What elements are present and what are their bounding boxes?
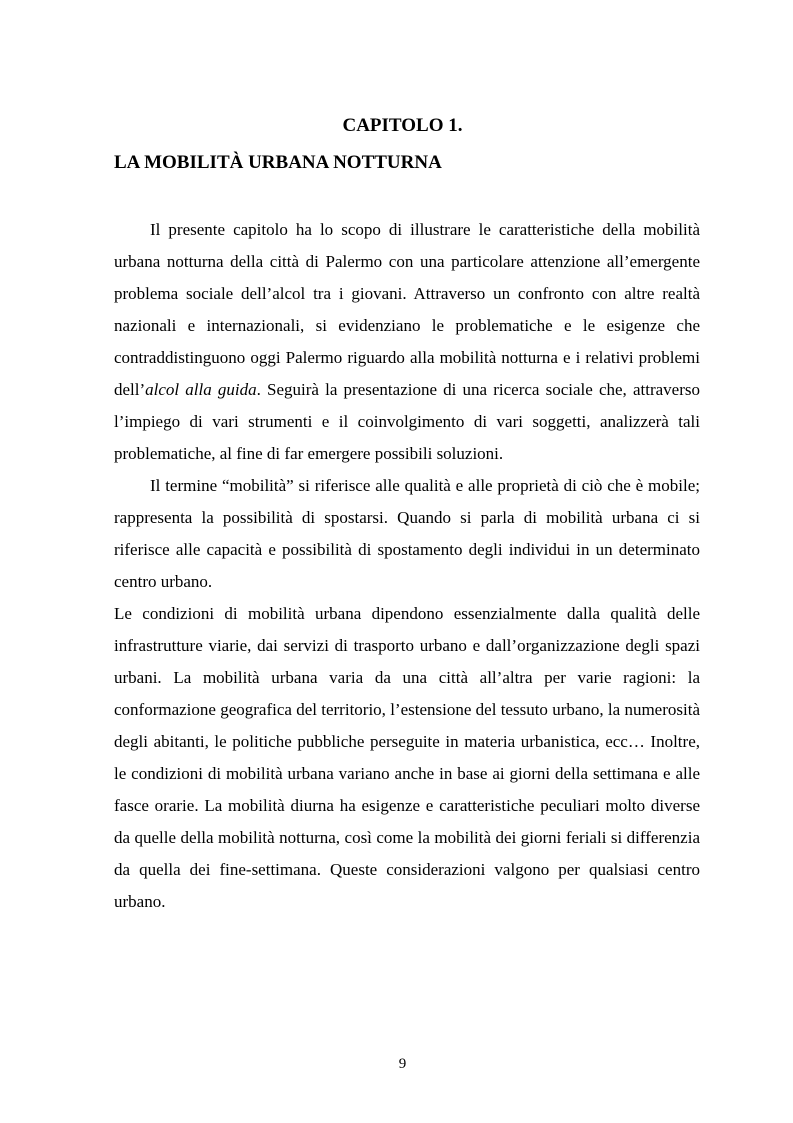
paragraph-1-text-b: . Seguirà la presentazione di una ricerca sociale che, attraverso l’impiego di vari strumenti e il coinvolgimento di vari soggetti, analizzerà tali problematiche, al fine di far emergere possibili soluzioni.: [114, 380, 700, 463]
paragraph-1-italic-term: alcol alla guida: [145, 380, 257, 399]
paragraph-1: [114, 214, 700, 470]
paragraph-2: Il termine “mobilità” si riferisce alle qualità e alle proprietà di ciò che è mobile; rappresenta la possibilità di spostarsi. Quando si parla di mobilità urbana ci si riferisce alle capacità e possibilità di spostamento degli individui in un determinato centro urbano.: [114, 476, 700, 591]
page-number: 9: [398, 1056, 407, 1072]
paragraph-3: Le condizioni di mobilità urbana dipendono essenzialmente dalla qualità delle infrastrutture viarie, dai servizi di trasporto urbano e dall’organizzazione degli spazi urbani. La mobilità urbana varia da una città all’altra per varie ragioni: la conformazione geografica del territorio, l’estensione del tessuto urbano, la numerosità degli abitanti, le politiche pubbliche perseguite in materia urbanistica, ecc… Inoltre, le condizioni di mobilità urbana variano anche in base ai giorni della settimana e alle fasce orarie. La mobilità diurna ha esigenze e caratteristiche peculiari molto diverse da quelle della mobilità notturna, così come la mobilità dei giorni feriali si differenzia da quella dei fine-settimana. Queste considerazioni valgono per qualsiasi centro urbano.: [114, 604, 700, 911]
body-text: [114, 214, 700, 918]
chapter-number: CAPITOLO 1.: [342, 115, 463, 136]
chapter-title: LA MOBILITÀ URBANA NOTTURNA: [114, 152, 442, 173]
paragraph-1-text-a: Il presente capitolo ha lo scopo di illustrare le caratteristiche della mobilità urbana notturna della città di Palermo con una particolare attenzione all’emergente problema sociale dell’alcol tra i giovani. Attraverso un confronto con altre realtà nazionali e internazionali, si evidenziano le problematiche e le esigenze che contraddistinguono oggi Palermo riguardo alla mobilità notturna e i relativi problemi dell’: [114, 220, 700, 399]
